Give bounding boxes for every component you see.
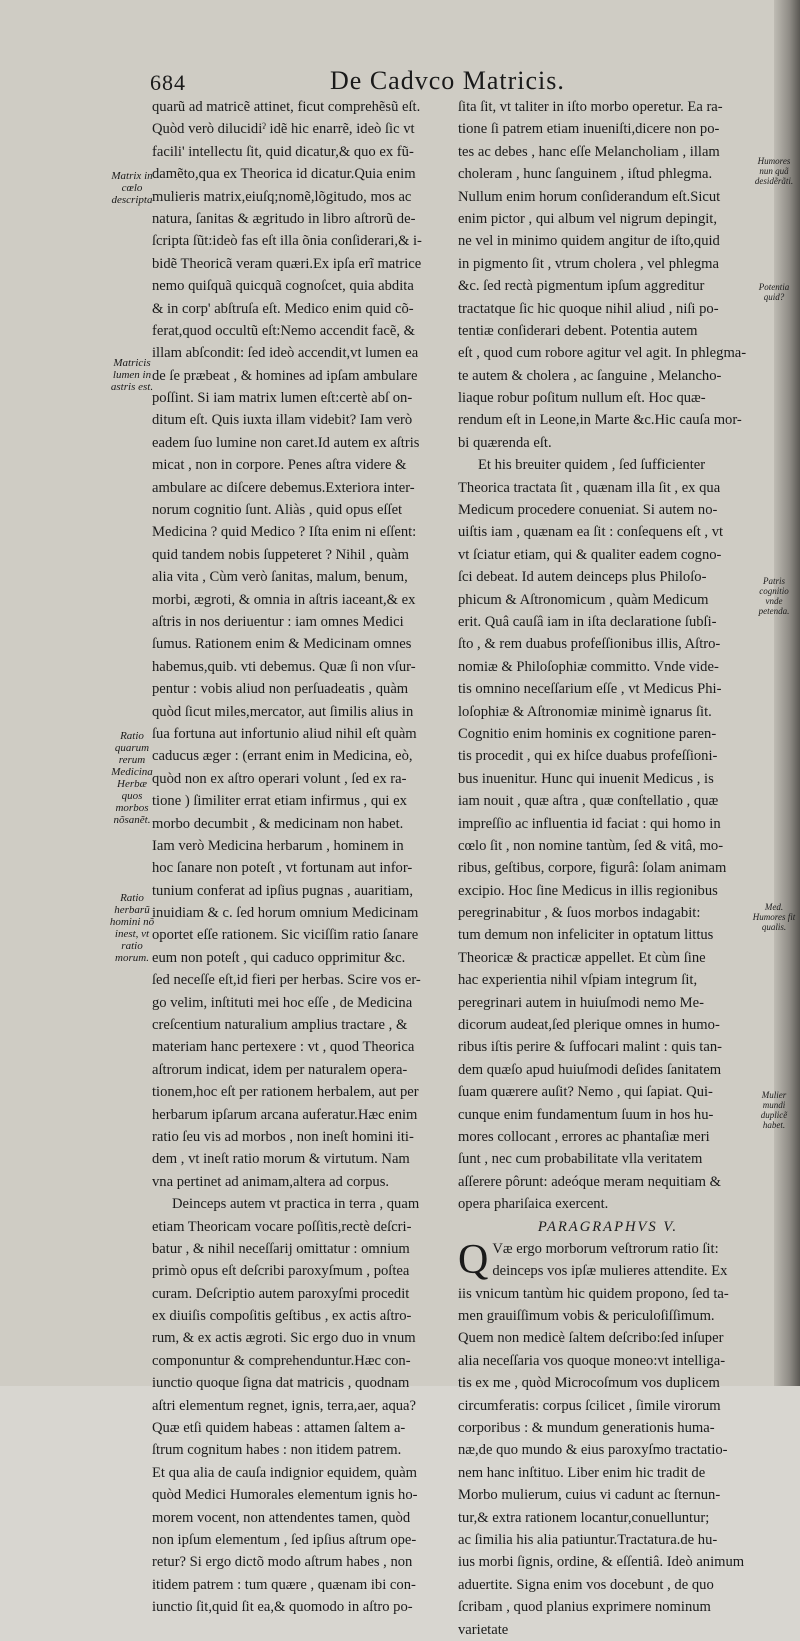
- margin-note-right: Med. Humores fit qualis.: [752, 902, 796, 932]
- text-line: dem , vt ineſt ratio morum & virtutum. Nam: [152, 1151, 410, 1168]
- left-text-column: [152, 96, 450, 1619]
- text-line: facili' intellectu ſit, quid dicatur,& quo ex fũ-: [152, 143, 414, 160]
- text-line: te autem & cholera , ac ſanguine , Melancho-: [458, 367, 722, 384]
- text-line: peregrinabitur , & ſuos morbos indagabit:: [458, 905, 701, 922]
- text-line: eſt , quod cum robore agitur vel agit. In phlegma-: [458, 345, 747, 362]
- text-line: &c. ſed rectà pigmentum ipſum aggreditur: [458, 278, 705, 295]
- drop-capital: Q: [458, 1236, 489, 1283]
- text-line: vna pertinet ad animam,altera ad corpus.: [152, 1173, 390, 1190]
- text-line: pentur : vobis aliud non perſuadeatis , quàm: [152, 681, 409, 698]
- text-line: Væ ergo morborum veſtrorum ratio ſit:: [492, 1240, 719, 1257]
- text-line: alia vita , Cùm verò ſanitas, malum, benum,: [152, 569, 408, 586]
- text-line: Cognitio enim hominis ex cognitione paren-: [458, 725, 717, 742]
- text-line: corporibus : & mundum generationis huma-: [458, 1420, 715, 1437]
- text-line: ferat,quod occultũ eſt:Nemo accendit facẽ, &: [152, 322, 415, 339]
- text-line: nemo quiſquã quicquã cognoſcet, quia abdita: [152, 278, 414, 295]
- text-line: tione ) ſimiliter errat etiam infirmus , qui ex: [152, 793, 407, 810]
- text-line: ſto , & rem duabus profeſſionibus illis, Aſtro-: [458, 636, 721, 653]
- text-line: alia neceſſaria vos quoque moneo:vt intelliga-: [458, 1352, 726, 1369]
- text-line: non ipſum elementum , ſed ipſius aſtrum ope-: [152, 1532, 417, 1548]
- margin-note-left: Matricis lumen in astris est.: [110, 357, 154, 393]
- text-line: ſci debeat. Id autem deinceps plus Philoſo-: [458, 569, 707, 586]
- text-line: iunctio quoque ſigna dat matricis , quodnam: [152, 1375, 410, 1392]
- text-line: dem quæſo apud huiuſmodi deſides ſanitatem: [458, 1061, 722, 1078]
- text-line: ſtrum cognitum habes : non itidem patrem.: [152, 1442, 402, 1459]
- text-line: hoc ſanare non poteſt , vt fortunam aut infor-: [152, 860, 413, 877]
- margin-note-right: Patris cognitio vnde petenda.: [758, 576, 790, 616]
- text-line: ditum eſt. Quis iuxta illam videbit? Iam verò: [152, 412, 413, 429]
- text-line: quòd non ex aſtro operari volunt , ſed ex ra-: [152, 770, 407, 787]
- text-line: bus inuenitur. Hunc qui inuenit Medicus , is: [458, 770, 714, 787]
- text-line: oportet eſſe rationem. Sic viciſſim ratio ſanare: [152, 927, 419, 944]
- text-line: tis omnino neceſſarium eſſe , vt Medicus Phi-: [458, 681, 722, 698]
- text-line: tentiæ conſiderari debent. Potentia autem: [458, 322, 698, 339]
- text-line: primò opus eſt deſcribi paroxyſmum , poſtea: [152, 1263, 410, 1280]
- text-line: excipio. Hoc ſine Medicus in illis regionibus: [458, 882, 718, 899]
- text-line: Morbo mulierum, cuius vi cadunt ac ſternun-: [458, 1487, 721, 1504]
- text-line: ius morbi ſignis, ordine, & eſſentiâ. Ideò animum: [458, 1554, 745, 1571]
- text-line: tes ac debes , hanc eſſe Melancholiam , illam: [458, 143, 720, 160]
- text-line: erit. Quâ cauſâ iam in iſta declaratione ſubſi-: [458, 613, 717, 630]
- text-line: loſophiæ & Aſtronomiæ minimè ignarus ſit.: [458, 703, 712, 720]
- text-line: peregrinari autem in huiuſmodi nemo Me-: [458, 994, 704, 1011]
- text-line: hac experientia nihil vſpiam integrum ſit,: [458, 972, 698, 989]
- text-line: rum, & ex actis ægroti. Sic ergo duo in vnum: [152, 1330, 416, 1347]
- book-binding-shadow: [774, 0, 800, 1386]
- text-line: circumferatis: corpus ſcilicet , ſimile virorum: [458, 1397, 721, 1414]
- text-line: Deinceps autem vt practica in terra , quam: [172, 1196, 420, 1213]
- text-line: creſcentium naturalium amplius tractare , &: [152, 1017, 408, 1034]
- text-line: quòd ſicut miles,mercator, aut ſimilis alius in: [152, 703, 414, 720]
- text-line: uiſtis iam , quænam ea ſit : conſequens eſt , vt: [458, 524, 724, 541]
- text-line: ſed neceſſe eſt,id fieri per herbas. Scire vos er-: [152, 972, 421, 989]
- text-line: illam abſcondit: ſed ideò accendit,vt lumen ea: [152, 345, 419, 362]
- text-line: tione ſi patrem etiam inueniſti,dicere non po-: [458, 121, 720, 138]
- text-line: Et qua alia de cauſa indignior equidem, quàm: [152, 1464, 418, 1481]
- text-line: tis ex me , quòd Microcoſmum vos duplicem: [458, 1375, 720, 1392]
- text-line: varietate: [458, 1621, 509, 1638]
- text-line: Theoricæ & practicæ appellet. Et cùm ſine: [458, 949, 706, 966]
- text-line: Theorica tractata ſit , quænam illa ſit , ex qua: [458, 479, 721, 496]
- text-line: opera phariſaica exercent.: [458, 1196, 609, 1213]
- text-line: componuntur & comprehenduntur.Hæc con-: [152, 1352, 411, 1369]
- text-line: Quem non medicè ſaltem deſcribo:ſed inſuper: [458, 1330, 724, 1347]
- text-line: aſtrorum indicat, idem per naturalem opera-: [152, 1061, 408, 1078]
- text-line: ſuam quærere auſit? Nemo , qui ſapiat. Qui-: [458, 1084, 713, 1101]
- text-line: & in corp' abſtruſa eſt. Medico enim quid cõ-: [152, 300, 414, 317]
- text-line: tum demum non infeliciter in optatum littus: [458, 927, 714, 944]
- margin-note-left: Ratio quarum rerum Medicina Herbæ quos morbos nõsanẽt.: [111, 730, 153, 826]
- text-line: herbarum ipſarum arcana auferatur.Hæc enim: [152, 1106, 418, 1123]
- text-line: etiam Theoricam vocare poſſitis,rectè deſcri-: [152, 1218, 412, 1235]
- text-line: dicorum audeat,ſed plerique omnes in humo-: [458, 1017, 720, 1034]
- margin-note-right: Humores nun quã desidẽrãti.: [754, 156, 794, 186]
- text-line: ribus iſtis perire & ſuffocari malint : quis tan-: [458, 1039, 722, 1056]
- text-line: aſtri elementum regnet, ignis, terra,aer, aqua?: [152, 1397, 417, 1414]
- text-line: quarũ ad matricẽ attinet, ficut comprehẽsũ eſt.: [152, 99, 421, 115]
- text-line: Quæ etſi quidem habeas : attamen ſaltem a-: [152, 1420, 406, 1437]
- text-line: micat , non in corpore. Penes aſtra videre &: [152, 457, 407, 474]
- margin-note-right: Potentia quid?: [758, 282, 790, 302]
- text-line: Medicum procedere conueniat. Si autem no-: [458, 502, 718, 519]
- text-line: rendum eſt in Leone,in Marte &c.Hic cauſa mor-: [458, 412, 742, 429]
- text-line: bi quærenda eſt.: [458, 434, 552, 451]
- text-line: Quòd verò dilucidiˀ idẽ hic enarrẽ, ideò ſic vt: [152, 121, 415, 138]
- text-line: morem vocent, non attendentes tamen, quòd: [152, 1509, 411, 1526]
- text-line: eum non poteſt , qui caduco opprimitur &c.: [152, 949, 406, 966]
- text-line: habemus,quib. vti debemus. Quæ ſi non vſur-: [152, 658, 416, 675]
- text-line: cœlo ſit , non nomine tantùm, ſed & vitâ, mo-: [458, 837, 724, 854]
- text-line: norum cognitio ſunt. Aliàs , quid opus eſſet: [152, 502, 403, 519]
- text-line: inuidiam & c. ſed horum omnium Medicinam: [152, 905, 419, 922]
- text-line: morbo decumbit , & medicinam non habet.: [152, 815, 404, 832]
- text-line: tis procedit , qui ex hiſce duabus profeſſioni-: [458, 748, 718, 765]
- page-number: 684: [150, 70, 186, 95]
- text-line: aſſerere pôrunt: adeóque meram nequitiam &: [458, 1173, 721, 1190]
- text-line: iis vnicum tantùm hic quidem propono, ſed ta-: [458, 1285, 729, 1302]
- text-line: phicum & Aſtronomicum , quàm Medicum: [458, 591, 709, 608]
- text-line: iunctio ſit,quid ſit ea,& quomodo in aſtro po-: [152, 1599, 413, 1616]
- text-line: liaque robur poſitum nullum eſt. Hoc quæ-: [458, 390, 706, 407]
- margin-note-left: Ratio herbarũ homini nõ inest, vt ratio morum.: [109, 892, 155, 964]
- text-line: de ſe præbeat , & homines ad ipſam ambulare: [152, 367, 418, 384]
- text-line: caducus æger : (errant enim in Medicina, eò,: [152, 748, 413, 765]
- text-line: ribus, geſtibus, corpore, figurâ: ſolam animam: [458, 860, 727, 877]
- text-line: tur,& extra rationem locantur,conuelluntur;: [458, 1509, 710, 1526]
- running-head: De Cadvco Matricis.: [330, 66, 565, 95]
- text-line: ſunt , nec cum probabilitate vlla veritatem: [458, 1151, 703, 1168]
- text-line: ſumus. Rationem enim & Medicinam omnes: [152, 636, 412, 653]
- text-line: tionem,hoc eſt per rationem herbalem, aut per: [152, 1084, 419, 1101]
- text-line: aduertite. Signa enim vos docebunt , de quo: [458, 1576, 714, 1593]
- text-line: mulieris matrix,eiuſq;nomẽ,lõgitudo, mos ac: [152, 188, 412, 205]
- paragraph-heading: PARAGRAPHVS V.: [537, 1218, 679, 1235]
- text-line: men grauiſſimum vobis & periculoſiſſimum.: [458, 1308, 715, 1325]
- text-line: Nullum enim horum conſiderandum eſt.Sicut: [458, 188, 721, 205]
- text-line: næ,de quo mundo & eius paroxyſmo tractatio-: [458, 1442, 728, 1459]
- text-line: in pigmento ſit , vtrum cholera , vel phlegma: [458, 255, 720, 272]
- text-line: quid tandem nobis ſuppeteret ? Nihil , quàm: [152, 546, 409, 563]
- text-line: vt ſciatur etiam, qui & qualiter eadem cogno-: [458, 546, 722, 563]
- text-line: ſcripta ſũt:ideò fas eſt illa õnia conſiderari,& i-: [152, 233, 422, 250]
- text-line: ſita ſit, vt taliter in iſto morbo operetur. Ea ra-: [458, 99, 723, 115]
- paragraph-body: [458, 1238, 758, 1641]
- text-line: poſſint. Si iam matrix lumen eſt:certè abſ on-: [152, 390, 413, 407]
- text-line: itidem patrem : tum quære , quænam ibi con-: [152, 1576, 416, 1593]
- text-line: batur , & nihil neceſſarij omittatur : omnium: [152, 1240, 410, 1257]
- text-line: Et his breuiter quidem , ſed ſufficienter: [478, 457, 706, 474]
- text-line: morbi, ægroti, & omnia in aſtris iaceant,& ex: [152, 591, 416, 608]
- text-line: Iam verò Medicina herbarum , hominem in: [152, 837, 404, 854]
- text-line: nem hanc inſtituo. Liber enim hic tradit de: [458, 1464, 706, 1481]
- text-line: mores collocant , errores ac phantaſiæ meri: [458, 1128, 710, 1145]
- text-line: bidẽ Theoricã veram quæri.Ex ipſa erĩ matrice: [152, 255, 422, 272]
- text-line: ſua fortuna aut infortunio aliud nihil eſt quàm: [152, 725, 417, 742]
- margin-note-left: Matrix in cœlo descripta: [111, 170, 153, 206]
- text-line: Medicina ? quid Medico ? Iſta enim ni eſſent:: [152, 524, 417, 541]
- text-line: go velim, inſtituti mei hoc eſſe , de Medicina: [152, 994, 413, 1011]
- margin-note-right: Mulier mundi duplicẽ habet.: [760, 1090, 788, 1130]
- text-line: impreſſio ac influentia id faciat : qui homo in: [458, 815, 721, 832]
- text-line: quòd Medici Humorales elementum ignis ho-: [152, 1487, 418, 1504]
- text-line: eadem ſuo lumine non caret.Id autem ex aſtris: [152, 434, 420, 451]
- text-line: ratio ſeu vis ad morbos , non ineſt homini iti-: [152, 1128, 414, 1145]
- text-line: deinceps vos ipſæ mulieres attendite. Ex: [492, 1263, 728, 1280]
- text-line: ambulare ac diſcere debemus.Exteriora inter-: [152, 479, 415, 496]
- text-line: ac ſimilia his alia patiuntur.Tractatura.de hu-: [458, 1532, 718, 1548]
- text-line: ſcribam , quod planius exprimere nominum: [458, 1599, 711, 1616]
- text-line: choleram , hunc ſanguinem , iſtud phlegma.: [458, 166, 713, 183]
- text-line: natura, ſanitas & ægritudo in libro aſtrorũ de-: [152, 210, 416, 227]
- text-line: curam. Deſcriptio autem paroxyſmi procedit: [152, 1285, 410, 1302]
- text-line: nomiæ & Philoſophiæ committo. Vnde vide-: [458, 658, 719, 675]
- text-line: enim pictor , qui album vel nigrum depingit,: [458, 210, 717, 227]
- text-line: retur? Si ergo dictõ modo aſtrum habes , non: [152, 1554, 413, 1571]
- text-line: ex diuiſis compoſitis geſtibus , ex actis aſtro-: [152, 1308, 412, 1325]
- text-line: aſtris in nos deriuentur : iam omnes Medici: [152, 613, 404, 630]
- text-line: materiam hanc pertexere : vt , quod Theorica: [152, 1039, 415, 1056]
- text-line: cunque enim fundamentum ſuum in hos hu-: [458, 1106, 714, 1123]
- text-line: iam nouit , quæ aſtra , quæ conſtellatio , quæ: [458, 793, 719, 810]
- right-text-column: [458, 96, 758, 1641]
- text-line: damẽto,qua ex Theorica id dicatur.Quia enim: [152, 166, 416, 183]
- text-line: tractatque ſic hic quoque nihil aliud , niſi po-: [458, 300, 719, 317]
- text-line: tunium conferat ad ipſius pugnas , auaritiam,: [152, 882, 413, 899]
- text-line: ne vel in minimo quidem angitur de iſto,quid: [458, 233, 720, 250]
